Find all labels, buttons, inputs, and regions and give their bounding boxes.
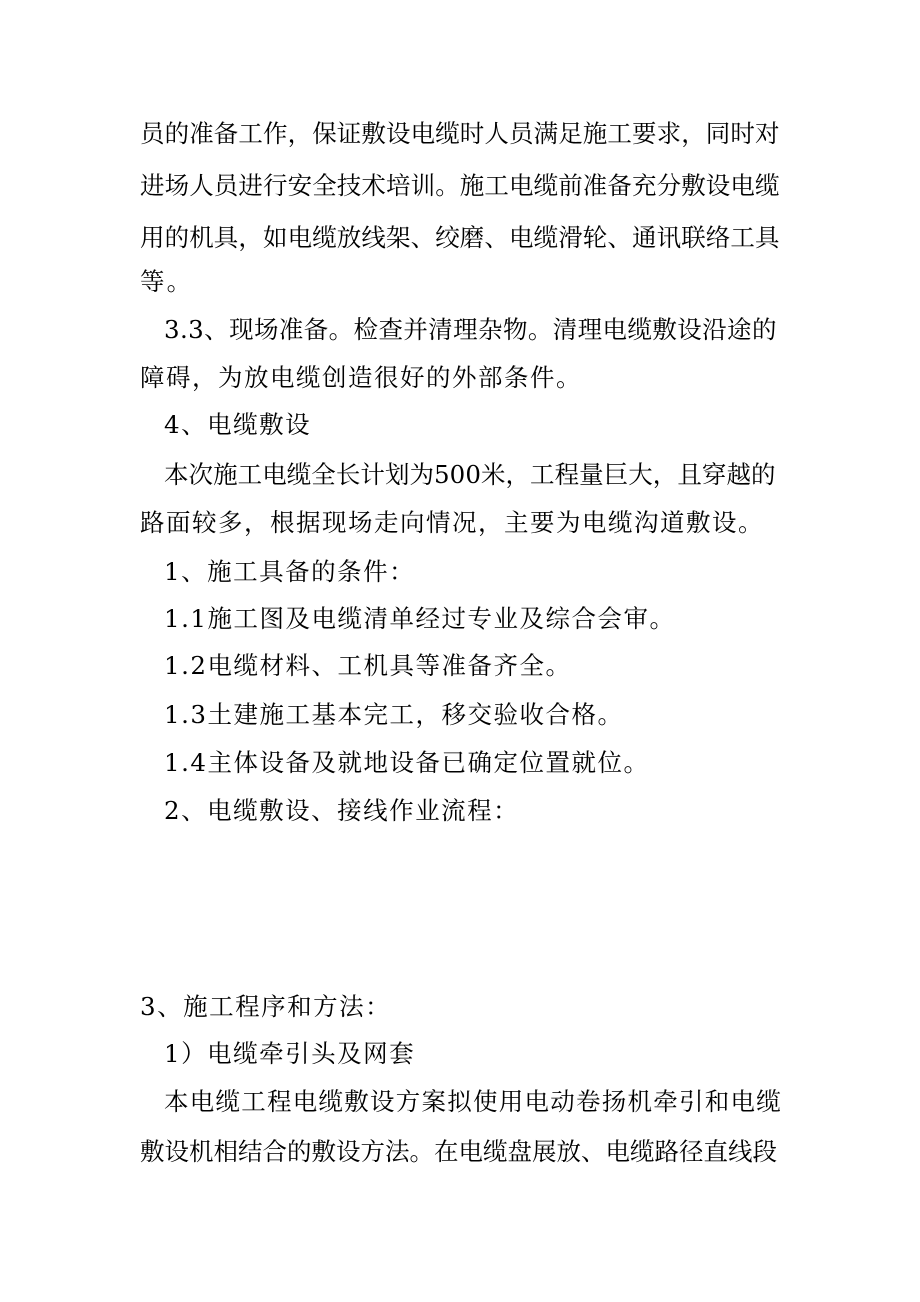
section-heading: 3、施工程序和方法： xyxy=(140,992,392,1021)
subsection-heading: 2、电缆敷设、接线作业流程： xyxy=(164,796,520,825)
subsection-heading: 1、施工具备的条件： xyxy=(164,557,416,586)
paragraph-line: 敷设机相结合的敷设方法。在电缆盘展放、电缆路径直线段 xyxy=(140,1137,777,1166)
list-item: 1.4主体设备及就地设备已确定位置就位。 xyxy=(164,748,650,777)
list-item: 1.2电缆材料、工机具等准备齐全。 xyxy=(164,651,572,680)
paragraph-line: 路面较多，根据现场走向情况，主要为电缆沟道敷设。 xyxy=(140,508,764,537)
paragraph-line: 进场人员进行安全技术培训。施工电缆前准备充分敷设电缆 xyxy=(140,171,780,200)
paragraph-line: 本电缆工程电缆敷设方案拟使用电动卷扬机牵引和电缆 xyxy=(164,1087,782,1116)
paragraph-line: 障碍，为放电缆创造很好的外部条件。 xyxy=(140,363,582,392)
list-item: 1.1施工图及电缆清单经过专业及综合会审。 xyxy=(164,604,676,633)
paragraph-line: 3.3、现场准备。检查并清理杂物。清理电缆敷设沿途的 xyxy=(164,315,777,344)
paragraph-line: 员的准备工作，保证敷设电缆时人员满足施工要求，同时对 xyxy=(140,119,780,148)
subsection-heading: 1）电缆牵引头及网套 xyxy=(164,1039,416,1068)
list-item: 1.3土建施工基本完工，移交验收合格。 xyxy=(164,700,624,729)
paragraph-line: 用的机具，如电缆放线架、绞磨、电缆滑轮、通讯联络工具 xyxy=(140,223,780,252)
paragraph-line: 本次施工电缆全长计划为500米，工程量巨大，且穿越的 xyxy=(164,460,776,489)
paragraph-line: 等。 xyxy=(140,267,194,296)
section-heading: 4、电缆敷设 xyxy=(164,410,312,439)
